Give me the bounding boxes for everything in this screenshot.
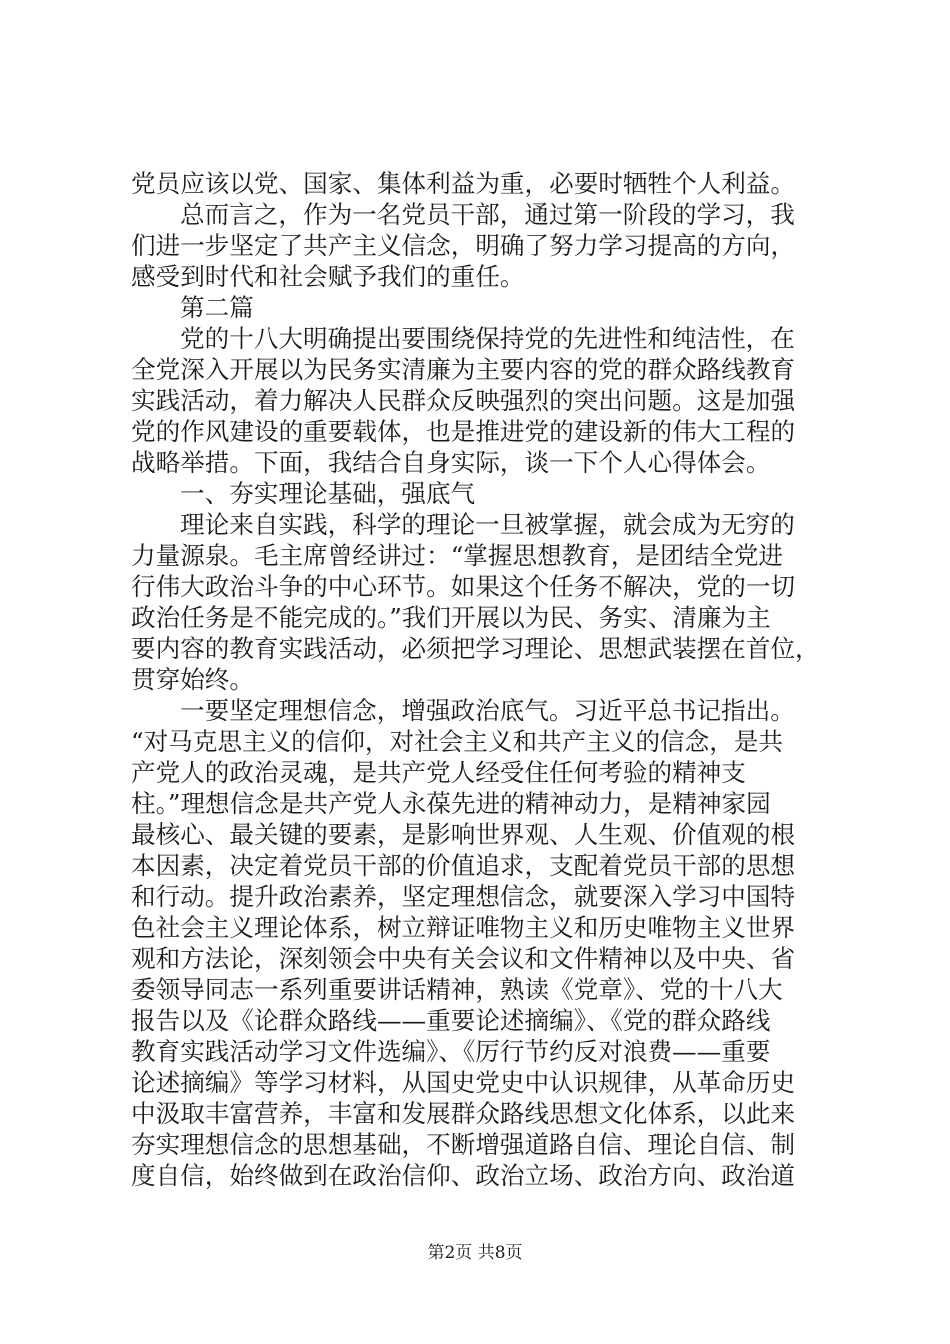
- text-line: 委领导同志一系列重要讲话精神，熟读《党章》、党的十八大: [131, 975, 783, 1004]
- text-line: 感受到时代和社会赋予我们的重任。: [131, 262, 525, 291]
- document-body: [131, 168, 831, 1191]
- text-line: 本因素，决定着党员干部的价值追求，支配着党员干部的思想: [131, 851, 796, 880]
- text-line: 战略举措。下面，我结合自身实际，谈一下个人心得体会。: [131, 448, 771, 477]
- text-line: 观和方法论，深刻领会中央有关会议和文件精神以及中央、省: [131, 944, 796, 973]
- text-line: 第二篇: [180, 293, 254, 322]
- text-line: 们进一步坚定了共产主义信念，明确了努力学习提高的方向，: [131, 231, 796, 260]
- text-line: 柱。”理想信念是共产党人永葆先进的精神动力，是精神家园: [131, 789, 771, 818]
- text-line: 最核心、最关键的要素，是影响世界观、人生观、价值观的根: [131, 820, 796, 849]
- text-line: 力量源泉。毛主席曾经讲过：“掌握思想教育，是团结全党进: [131, 541, 784, 570]
- text-line: 和行动。提升政治素养，坚定理想信念，就要深入学习中国特: [131, 882, 796, 911]
- text-line: 总而言之，作为一名党员干部，通过第一阶段的学习，我: [180, 200, 795, 229]
- text-line: “对马克思主义的信仰，对社会主义和共产主义的信念，是共: [131, 727, 784, 756]
- text-line: 贯穿始终。: [131, 665, 254, 694]
- text-line: 产党人的政治灵魂，是共产党人经受住任何考验的精神支: [131, 758, 746, 787]
- text-line: 报告以及《论群众路线——重要论述摘编》、《党的群众路线: [131, 1006, 771, 1035]
- text-line: 党的十八大明确提出要围绕保持党的先进性和纯洁性，在: [180, 324, 795, 353]
- text-line: 要内容的教育实践活动，必须把学习理论、思想武装摆在首位，: [131, 634, 820, 663]
- text-line: 度自信，始终做到在政治信仰、政治立场、政治方向、政治道: [131, 1161, 796, 1190]
- page-footer: 第2页 共8页: [427, 1243, 523, 1263]
- text-line: 教育实践活动学习文件选编》、《厉行节约反对浪费——重要: [131, 1037, 771, 1066]
- text-line: 夯实理想信念的思想基础，不断增强道路自信、理论自信、制: [131, 1130, 796, 1159]
- text-line: 一、夯实理论基础，强底气: [180, 479, 476, 508]
- text-line: 色社会主义理论体系，树立辩证唯物主义和历史唯物主义世界: [131, 913, 796, 942]
- text-line: 论述摘编》等学习材料，从国史党史中认识规律，从革命历史: [131, 1068, 796, 1097]
- text-line: 政治任务是不能完成的。”我们开展以为民、务实、清廉为主: [131, 603, 771, 632]
- text-line: 实践活动，着力解决人民群众反映强烈的突出问题。这是加强: [131, 386, 796, 415]
- text-line: 理论来自实践，科学的理论一旦被掌握，就会成为无穷的: [180, 510, 795, 539]
- text-line: 全党深入开展以为民务实清廉为主要内容的党的群众路线教育: [131, 355, 796, 384]
- text-line: 中汲取丰富营养，丰富和发展群众路线思想文化体系，以此来: [131, 1099, 796, 1128]
- text-line: 一要坚定理想信念，增强政治底气。习近平总书记指出。: [180, 696, 795, 725]
- text-line: 党员应该以党、国家、集体利益为重，必要时牺牲个人利益。: [131, 169, 796, 198]
- text-line: 党的作风建设的重要载体，也是推进党的建设新的伟大工程的: [131, 417, 796, 446]
- text-line: 行伟大政治斗争的中心环节。如果这个任务不解决，党的一切: [131, 572, 796, 601]
